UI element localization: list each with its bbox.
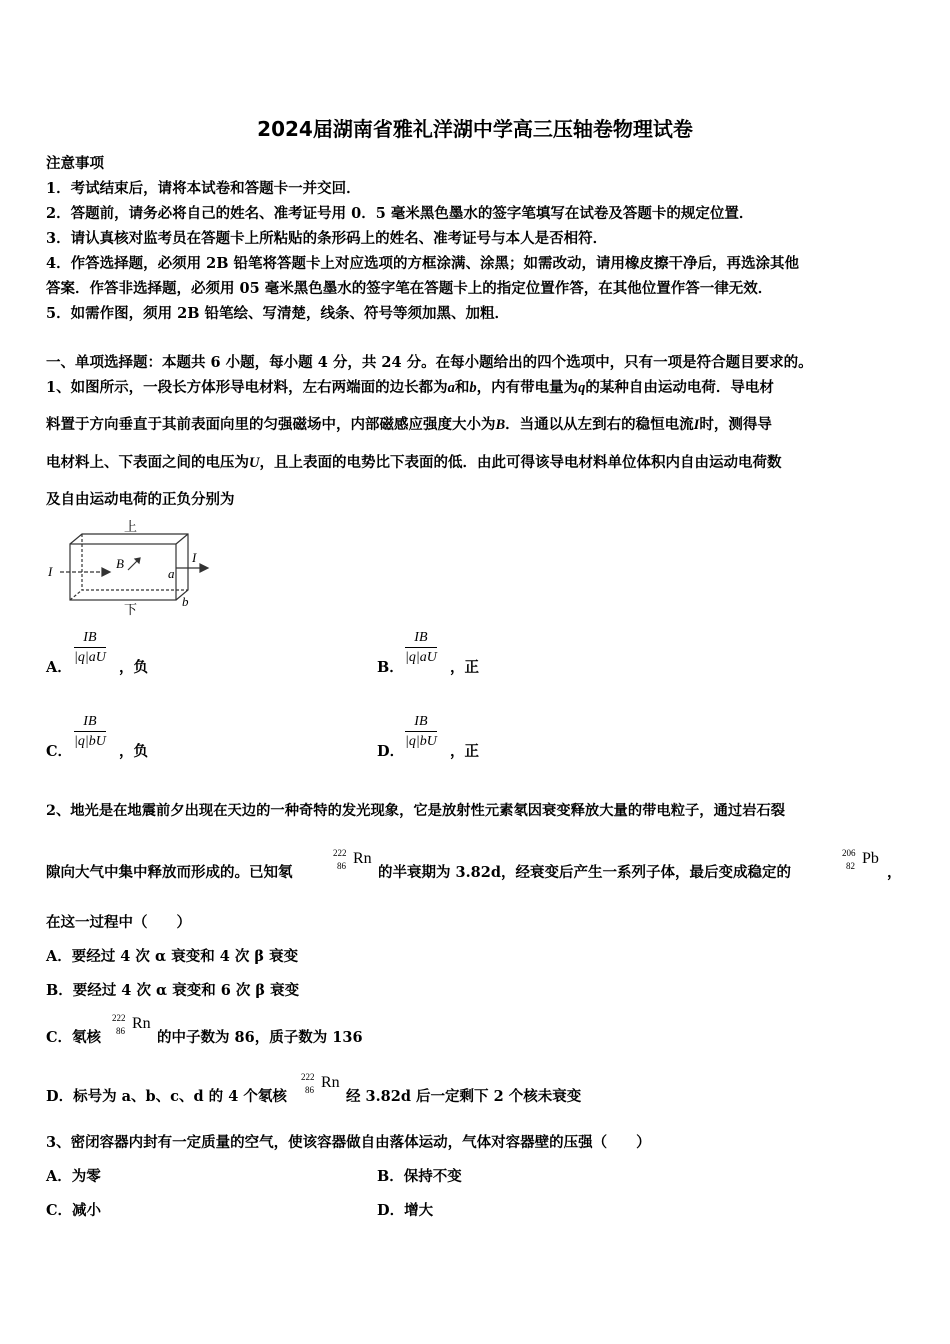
notice-item: 5．如需作图，须用 2B 铅笔绘、写清楚，线条、符号等须加黑、加粗．: [46, 305, 510, 322]
notice-item: 答案．作答非选择题，必须用 05 毫米黑色墨水的签字笔在答题卡上的指定位置作答，在其他位置作答一律无效．: [46, 280, 773, 297]
option-fraction: $\frac{IB}{|q|aU}$: [405, 630, 437, 665]
q2-option: D．标号为 a、b、c、d 的 4 个氡核: [46, 1088, 287, 1105]
q2-option: B．要经过 4 次 α 衰变和 6 次 β 衰变: [46, 982, 300, 999]
q2-option: 经 3.82d 后一定剩下 2 个核未衰变: [346, 1088, 582, 1105]
q3-option: D．增大: [377, 1202, 434, 1219]
q2-line: ，: [887, 864, 902, 881]
label-b-edge: b: [182, 594, 189, 609]
option-tail: ，负: [119, 659, 148, 676]
label-bottom: 下: [124, 603, 138, 618]
q1-line: 电材料上、下表面之间的电压为U，且上表面的电势比下表面的低．由此可得该导电材料单位体积内自由运动电荷数: [46, 454, 782, 471]
q2-line: 隙向大气中集中释放而形成的。已知氡: [46, 864, 293, 881]
q2-line: 2、地光是在地震前夕出现在天边的一种奇特的发光现象，它是放射性元素氡因衰变释放大量的带电粒子，通过岩石裂: [46, 803, 786, 819]
q2-option: C．氡核: [46, 1029, 102, 1046]
notice-item: 4．作答选择题，必须用 2B 铅笔将答题卡上对应选项的方框涂满、涂黑；如需改动，请用橡皮擦干净后，再选涂其他: [46, 255, 800, 272]
conductor-diagram: [44, 518, 214, 618]
q1-line: 1、如图所示，一段长方体形导电材料，左右两端面的边长都为a和b，内有带电量为q的某种自由运动电荷．导电材: [46, 379, 774, 396]
q3-option: B．保持不变: [377, 1168, 462, 1185]
b-field-arrow: [128, 560, 138, 570]
option-label: A．: [46, 659, 72, 676]
option-label: B．: [377, 659, 404, 676]
option-label: D．: [377, 743, 405, 760]
notice-item: 2．答题前，请务必将自己的姓名、准考证号用 0．5 毫米黑色墨水的签字笔填写在试卷及答题卡的规定位置．: [46, 205, 754, 222]
option-tail: ，正: [450, 743, 479, 760]
label-a: a: [168, 566, 175, 581]
option-label: C．: [46, 743, 73, 760]
label-b: B: [116, 556, 124, 571]
label-i-left: I: [48, 564, 53, 579]
label-top: 上: [124, 520, 138, 535]
option-tail: ，正: [450, 659, 479, 676]
section-heading: 一、单项选择题：本题共 6 小题，每小题 4 分，共 24 分。在每小题给出的四个选项中，只有一项是符合题目要求的。: [46, 354, 813, 371]
notice-item: 1．考试结束后，请将本试卷和答题卡一并交回．: [46, 180, 361, 197]
option-fraction: $\frac{IB}{|q|bU}$: [405, 714, 437, 749]
hidden-edges: [82, 534, 188, 590]
q3-option: C．减小: [46, 1202, 102, 1219]
option-tail: ，负: [119, 743, 148, 760]
q1-line: 料置于方向垂直于其前表面向里的匀强磁场中，内部磁感应强度大小为B．当通以从左到右的稳恒电流I时，测得导: [46, 416, 772, 433]
option-fraction: $\frac{IB}{|q|bU}$: [74, 714, 106, 749]
q2-line: 在这一过程中（ ）: [46, 914, 191, 931]
option-fraction: $\frac{IB}{|q|aU}$: [74, 630, 106, 665]
q3-line: 3、密闭容器内封有一定质量的空气，使该容器做自由落体运动，气体对容器壁的压强（ ）: [46, 1134, 651, 1151]
q2-option: A．要经过 4 次 α 衰变和 4 次 β 衰变: [46, 948, 299, 965]
notice-heading: 注意事项: [46, 155, 104, 172]
q1-line: 及自由运动电荷的正负分别为: [46, 491, 235, 508]
notice-item: 3．请认真核对监考员在答题卡上所粘贴的条形码上的姓名、准考证号与本人是否相符．: [46, 230, 608, 247]
q2-option: 的中子数为 86，质子数为 136: [157, 1029, 363, 1046]
q3-option: A．为零: [46, 1168, 101, 1185]
page-title: 2024届湖南省雅礼洋湖中学高三压轴卷物理试卷: [257, 117, 693, 141]
q2-line: 的半衰期为 3.82d，经衰变后产生一系列子体，最后变成稳定的: [378, 864, 791, 881]
label-i-right: I: [192, 550, 197, 565]
